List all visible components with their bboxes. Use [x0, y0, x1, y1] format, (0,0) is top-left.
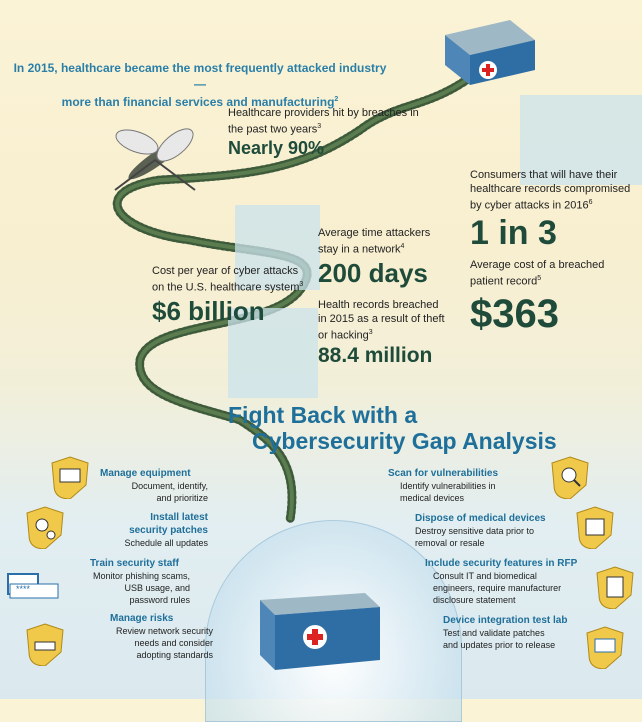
tip-title: Install latest security patches — [129, 512, 208, 536]
tip-scan-vulnerabilities — [388, 467, 538, 504]
stat-label: Average cost of a breached patient record$^5$ — [470, 259, 605, 288]
tip-desc: Destroy sensitive data prior to removal or resale — [415, 526, 535, 548]
tip-title: Include security features in RFP — [425, 558, 578, 569]
tip-title: Train security staff — [90, 558, 179, 569]
router-icon — [25, 622, 65, 666]
tip-desc: Consult IT and biomedical engineers, require manufacturer disclosure statement — [433, 571, 562, 605]
stat-label: Healthcare providers hit by breaches in the past two years$^3$ — [228, 107, 419, 136]
monitor-icon — [50, 455, 90, 499]
tip-title: Device integration test lab — [443, 615, 568, 626]
stat-value: Nearly 90% — [228, 137, 325, 158]
tip-desc: Document, identify, and prioritize — [131, 481, 208, 503]
intro-footnote: 2 — [334, 96, 339, 103]
stat-value: $363 — [470, 291, 559, 336]
tip-install-patches — [100, 511, 208, 549]
heading-line-2: Cybersecurity Gap Analysis — [252, 428, 557, 454]
computer-lab-icon — [585, 625, 625, 669]
stat-consumers — [470, 168, 640, 253]
hospital-building-top — [440, 10, 540, 90]
password-text: **** — [16, 584, 31, 594]
stat-label: Average time attackers stay in a network$^4$ — [318, 227, 431, 256]
stat-value: $6 billion — [152, 295, 265, 326]
stat-attack-time — [318, 226, 468, 289]
tip-desc: Test and validate patches and updates prior to release — [443, 628, 556, 650]
stat-value: 200 days — [318, 257, 428, 288]
tip-desc: Identify vulnerabilities in medical devices — [400, 481, 496, 503]
stat-label: Cost per year of cyber attacks on the U.S. healthcare system$^3$ — [152, 265, 304, 294]
section-heading — [228, 402, 588, 454]
intro-text — [10, 60, 390, 110]
stat-value: 88.4 million — [318, 343, 433, 367]
hospital-building-bottom — [255, 585, 385, 680]
stat-record-cost — [470, 258, 640, 339]
gears-icon — [25, 505, 65, 549]
tip-manage-risks — [88, 612, 213, 661]
checklist-icon — [595, 565, 635, 609]
tip-desc: Review network security needs and consider adopting standards — [115, 626, 213, 660]
shredder-icon — [575, 505, 615, 549]
stat-breaches — [228, 106, 428, 159]
tip-dispose-devices — [415, 512, 565, 549]
tip-title: Manage risks — [110, 613, 174, 624]
stat-records-breached — [318, 298, 478, 369]
stat-cost-per-year — [152, 264, 322, 327]
stat-label: Consumers that will have their healthcare records compromised by cyber attacks in 2016$^6$ — [470, 169, 631, 212]
mosquito-icon — [95, 110, 215, 200]
stat-value: 1 in 3 — [470, 213, 557, 252]
password-icon — [6, 570, 60, 608]
tip-manage-equipment — [100, 467, 208, 504]
tip-test-lab — [425, 614, 595, 651]
heading-line-1: Fight Back with a — [228, 402, 418, 428]
tip-rfp-security — [425, 557, 595, 606]
scan-icon — [550, 455, 590, 499]
tip-title: Dispose of medical devices — [415, 513, 546, 524]
intro-line-2: more than financial services and manufacturing — [61, 95, 335, 109]
intro-line-1: In 2015, healthcare became the most frequently attacked industry— — [13, 61, 387, 91]
tip-title: Manage equipment — [100, 468, 191, 479]
stat-label: Health records breached in 2015 as a result of theft or hacking$^3$ — [318, 299, 445, 342]
tip-title: Scan for vulnerabilities — [388, 468, 499, 479]
tip-desc: Schedule all updates — [124, 538, 208, 548]
tip-desc: Monitor phishing scams, USB usage, and password rules — [92, 571, 190, 605]
tip-train-staff — [90, 557, 190, 606]
